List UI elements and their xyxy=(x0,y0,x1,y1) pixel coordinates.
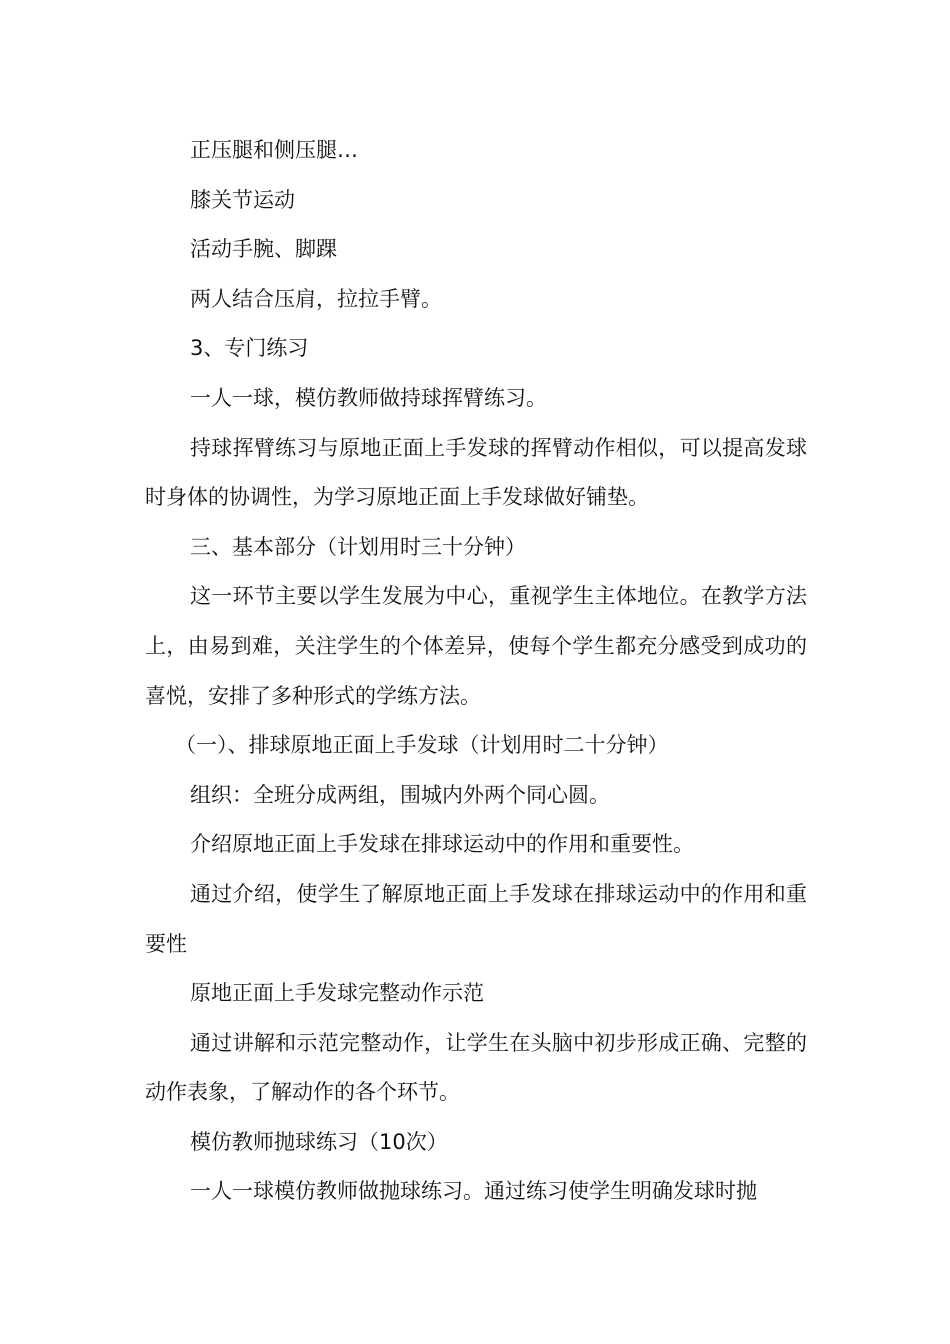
paragraph-4: 两人结合压肩，拉拉手臂。 xyxy=(190,286,442,311)
paragraph-9: 这一环节主要以学生发展为中心，重视学生主体地位。在教学方法上，由易到难，关注学生的个体差异，使每个学生都充分感受到成功的喜悦，安排了多种形式的学练方法。 xyxy=(145,584,807,708)
paragraph-6: 一人一球，模仿教师做持球挥臂练习。 xyxy=(190,385,547,410)
paragraph-2: 膝关节运动 xyxy=(190,187,295,212)
paragraph-15: 通过讲解和示范完整动作，让学生在头脑中初步形成正确、完整的动作表象，了解动作的各个环节。 xyxy=(145,1030,807,1105)
section-heading-special-practice: 3、专门练习 xyxy=(190,336,309,361)
paragraph-12: 介绍原地正面上手发球在排球运动中的作用和重要性。 xyxy=(190,832,694,857)
paragraph-16: 模仿教师抛球练习（10次） xyxy=(190,1129,448,1154)
section-heading-basic-part: 三、基本部分（计划用时三十分钟） xyxy=(190,534,526,559)
paragraph-14: 原地正面上手发球完整动作示范 xyxy=(190,981,484,1006)
paragraph-13: 通过介绍，使学生了解原地正面上手发球在排球运动中的作用和重要性 xyxy=(145,881,807,956)
document-body xyxy=(145,126,807,1217)
paragraph-11: 组织：全班分成两组，围城内外两个同心圆。 xyxy=(190,782,610,807)
subsection-heading-serve: （一）、排球原地正面上手发球（计划用时二十分钟） xyxy=(175,733,669,758)
paragraph-3: 活动手腕、脚踝 xyxy=(190,237,337,262)
paragraph-1: 正压腿和侧压腿… xyxy=(190,138,358,162)
paragraph-7: 持球挥臂练习与原地正面上手发球的挥臂动作相似，可以提高发球时身体的协调性，为学习原地正面上手发球做好铺垫。 xyxy=(145,435,807,510)
paragraph-17: 一人一球模仿教师做抛球练习。通过练习使学生明确发球时抛 xyxy=(190,1179,757,1204)
